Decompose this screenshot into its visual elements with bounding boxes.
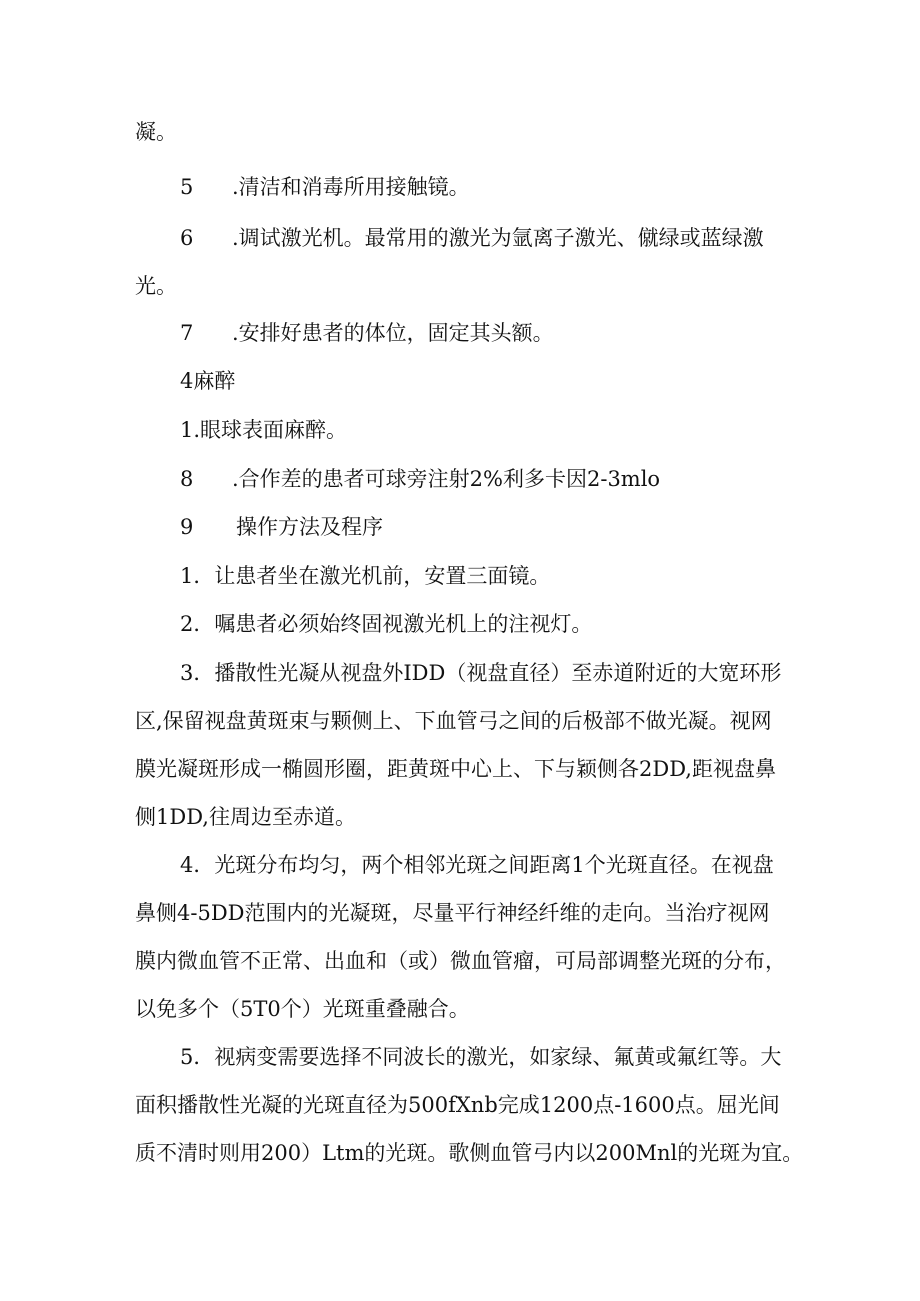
line-text: 2．嘱患者必须始终固视激光机上的注视灯。 [180, 612, 593, 636]
line-text: 鼻侧4-5DD范围内的光凝斑，尽量平行神经纤维的走向。当治疗视网 [135, 901, 770, 925]
item-number: 9 [180, 515, 194, 539]
line-text: .清洁和消毒所用接触镜。 [232, 175, 470, 199]
line-text: 1.眼球表面麻醉。 [180, 418, 348, 442]
line-text: 4麻醉 [180, 369, 236, 393]
line-text: 光。 [135, 274, 177, 298]
line-text: 以免多个（5T0个）光斑重叠融合。 [135, 997, 470, 1021]
line-text: .调试激光机。最常用的激光为氩离子激光、僦绿或蓝绿激 [232, 226, 764, 250]
line-text: .合作差的患者可球旁注射2%利多卡因2-3mlo [232, 467, 661, 491]
line-text: .安排好患者的体位，固定其头额。 [232, 321, 554, 345]
line-text: 操作方法及程序 [236, 515, 383, 539]
line-text: 面积播散性光凝的光斑直径为500fXnb完成1200点-1600点。屈光间 [135, 1093, 780, 1117]
line-text: 3．播散性光凝从视盘外IDD（视盘直径）至赤道附近的大宽环形 [180, 661, 782, 685]
line-text: 质不清时则用200）Ltm的光斑。歌侧血管弓内以200Mnl的光斑为宜。 [135, 1141, 804, 1165]
line-text: 5．视病变需要选择不同波长的激光，如家绿、氟黄或氟红等。大 [180, 1045, 782, 1069]
item-number: 5 [180, 175, 194, 199]
line-text: 4．光斑分布均匀，两个相邻光斑之间距离1个光斑直径。在视盘 [180, 853, 774, 877]
line-text: 膜光凝斑形成一椭圆形圈，距黄斑中心上、下与颖侧各2DD,距视盘鼻 [135, 757, 776, 781]
line-text: 膜内微血管不正常、出血和（或）微血管瘤，可局部调整光斑的分布， [135, 949, 786, 973]
line-text: 1．让患者坐在激光机前，安置三面镜。 [180, 564, 551, 588]
item-number: 6 [180, 226, 194, 250]
item-number: 8 [180, 467, 194, 491]
line-text: 凝。 [135, 120, 177, 144]
line-text: 侧1DD,往周边至赤道。 [135, 805, 356, 829]
item-number: 7 [180, 321, 194, 345]
line-text: 区,保留视盘黄斑束与颗侧上、下血管弓之间的后极部不做光凝。视网 [135, 709, 772, 733]
